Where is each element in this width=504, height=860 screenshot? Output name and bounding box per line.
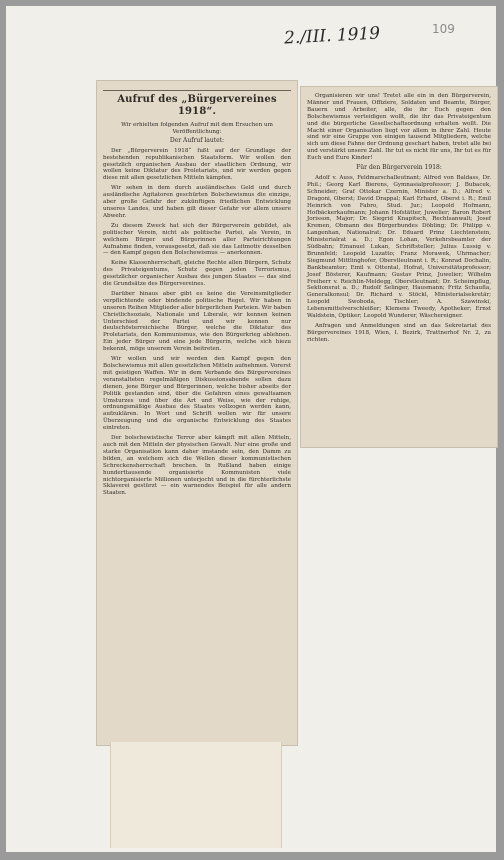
clipping-right-column — [300, 86, 498, 448]
left-column-text — [103, 87, 291, 500]
paper-stub — [110, 742, 282, 848]
paragraph: Wir sehen in dem durch ausländisches Geld und durch ausländische Agitatoren geschürten Bolschewismus die einzige, aber große Gefahr der zukünftigen friedlichen Entwicklung unseres Landes, und haben gilt dieser Gefahr vor allem unsere Abwehr. — [103, 185, 291, 219]
intro-text: Wir erhielten folgenden Aufruf mit dem Ersuchen um Veröffentlichung: — [121, 122, 273, 135]
signature-heading: Für den Bürgerverein 1918: — [356, 164, 442, 172]
subhead: Der Aufruf lautet: — [169, 136, 225, 144]
signatories-list: Adolf v. Auss, Feldmarschalleutnant; Alfred von Baldass, Dr. Phil.; Georg Karl Bierens, Gymnasialprofessor; J. Bubacek, Schneider; Graf Ottokar Czernin, Minister a. D.; Alfred v. Dragoni, Oberst; David Drappal; Karl Erhard, Oberst i. R.; Emil Heinrich von Fabro, Stud. Jur.; Leopold Hofmann, Hofbäckerkaufmann; Johann Hofstätter, Juwelier; Baron Robert Jorisson, Major; Dr. Siegrid Knapitsch, Rechtsanwalt; Josef Kremen, Obmann des Bürgerbundes Döbling; Dr. Philipp v. Langenhan, Nationalrat; Dr. Eduard Prinz Liechtenstein, Ministerialrat a. D.; Egon Lohan, Verkehrsbeamter der Südbahn; Emanuel Lukan, Schriftsteller; Julius Lussig v. Brunnfeld; Leopold Luzatto; Franz Morawek, Uhrmacher; Siegmund Mittlinghofer, Oberstleutnant i. R.; Konrad Dochalin, Bankbeamter; Emil v. Ottental, Hofrat, Universitätsprofessor; Josef Bösterer, Kaufmann; Gustav Prinz, Juwelier; Wilhelm Freiherr v. Reichlin-Meldegg, Oberstleutnant; Dr. Scheimpflug, Sektionsrat a. D.; Rudolf Selinger, Hausmann; Fritz Schaufla, Generalkonsul; Dr. Richard v. Stöckl, Ministerialsekretär; Leopold Swoboda, Tischler; A. Szawinski, Lebensmittelverschleißer; Klemens Tweedy, Apotheker; Ernst Waldstein, Optiker; Leopold Wunderer, Wäschereigner. — [307, 174, 491, 320]
paragraph: Wir wollen und wir werden den Kampf gegen den Bolschewismus mit allen gesetzlichen Mitteln aufnehmen. Vorerst mit geistigen Waffen. Wir in dem Verbande des Bürgervereines veranstalteten regelmäßigen Diskussionsabende sollen dazu dienen, jene Bürger und Bürgerinnen, welche bisher abseits der Politik gestanden sind, über die Gefahren eines gewaltsamen Umsturzes und über die Art und Weise, wie der ruhige, ordnungsmäßige Ausbau des Staates vollzogen werden kann, aufzuklären. In Wort und Schrift wollen wir für unsere Überzeugung und die organische Entwicklung des Staates eintreten. — [103, 356, 291, 432]
opening-paragraph: Organisieren wir uns! Tretet alle ein in den Bürgerverein, Männer und Frauen, Offiziere, Soldaten und Beamte, Bürger, Bauern und Arbeiter, alle, die ihr Euch gegen den Bolschewismus verteidigen wollt, die ihr das Privateigentum und die bürgerliche Gesellschaftsordnung erhalten wollt. Die Macht einer Organisation liegt vor allem in ihrer Zahl. Heute sind wir eine Gruppe von einigen tausend Mitgliedern, welche sich um diese Fahne der Ordnung geschart haben, tretet alle bei und verstärkt unsere Zahl. Ihr tut es nicht für uns, Ihr tut es für Euch und Eure Kinder! — [307, 93, 491, 162]
handwritten-date: 2./III. 1919 — [283, 23, 381, 49]
paragraph: Keine Klassenherrschaft, gleiche Rechte allen Bürgern, Schutz des Privateigentums, Schutz gegen jeden Terrorismus, gesetzlicher organischer Ausbau des jungen Staates — das sind die Grundsätze des Bürgervereines. — [103, 260, 291, 288]
paragraph: Darüber hinaus aber gibt es keine die Vereinsmitglieder verpflichtende oder bindende politische Regel. Wir haben in unseren Reihen Mitglieder aller bürgerlichen Parteien. Wir haben Christlichsoziale, Nationale und Liberale, wir kennen keinen Unterschied der Partei und wir kennen nur deutschösterreichische Bürger, welche die Diktatur des Proletariats, den Kommunismus, wie den Bürgerkrieg ablehnen. Ein jeder Bürger und eine jede Bürgerin, welche sich hiezu bekennt, möge unserem Verein beitreten. — [103, 290, 291, 353]
right-column-text — [307, 93, 491, 347]
paragraph: Der „Bürgerverein 1918“ fußt auf der Grundlage der bestehenden republikanischen Staatsform. Wir wollen den gesetzlich organischen Ausbau der staatlichen Ordnung, wir wollen keine Diktatur des Proletariats, und wir werden gegen diese mit allen gesetzlichen Mitteln kämpfen. — [103, 147, 291, 182]
clipping-left-column — [96, 80, 298, 746]
paragraph: Der bolschewistische Terror aber kämpft mit allen Mitteln, auch mit den Mitteln der physischen Gewalt. Nur eine große und starke Organisation kann daher imstande sein, den Damm zu bilden, an welchem sich die Wellen dieser kommunistischen Schreckensherrschaft brechen. In Rußland haben einige hunderttausende organisierte Kommunisten viele nichtorganisierte Millionen unterjocht und in die fürchterlichste Sklaverei gestürzt — ein warnendes Beispiel für alle andern Staaten. — [103, 435, 291, 497]
paragraph: Zu diesem Zweck hat sich der Bürgerverein gebildet, als politischer Verein, nicht als politische Partei, als Verein, in welchem Bürger und Bürgerinnen aller Parteirichtungen Aufnahme finden, vorausgesetzt, daß sie das Leitmotiv desselben — den Kampf gegen den Bolschewismus — anerkennen. — [103, 222, 291, 257]
top-rule — [103, 90, 291, 91]
closing-paragraph: Anfragen und Anmeldungen sind an das Sekretariat des Bürgervereines 1918, Wien, I. Bezirk, Trattnerhof Nr. 2, zu richten. — [307, 323, 491, 343]
headline: Aufruf des „Bürgervereines 1918“. — [117, 94, 277, 117]
archive-number: 109 — [432, 22, 455, 36]
